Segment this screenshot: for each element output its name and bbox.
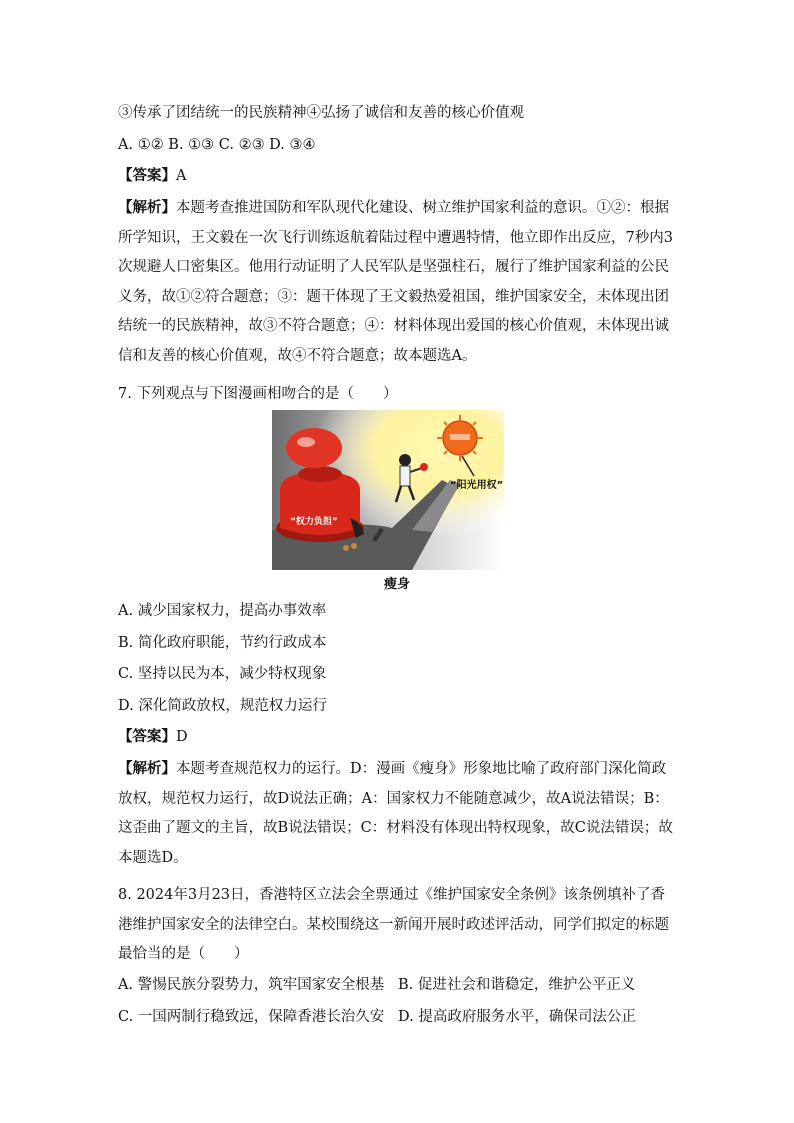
- q8-option-d: D. 提高政府服务水平，确保司法公正: [398, 1009, 636, 1025]
- coin-2: [343, 545, 349, 551]
- prev-answer-line: [118, 166, 186, 186]
- stamp-neck: [298, 466, 342, 482]
- stamp-handle: [286, 428, 342, 468]
- q7-option-b: B. 简化政府职能，节约行政成本: [118, 635, 327, 651]
- answer-value: A: [176, 168, 187, 184]
- answer-value: D: [176, 729, 188, 745]
- analysis-tag: 【解析】: [118, 760, 176, 777]
- q8-options-row-1: [118, 975, 636, 995]
- q7-option-d: D. 深化简政放权，规范权力运行: [118, 698, 327, 714]
- cartoon-caption: 瘦身: [383, 577, 410, 592]
- q8-option-b: B. 促进社会和谐稳定，维护公平正义: [398, 977, 636, 993]
- q8-options-row-2: [118, 1007, 636, 1027]
- answer-tag: 【答案】: [118, 728, 176, 745]
- prev-analysis: [118, 193, 678, 371]
- prev-options-line: A. ①② B. ①③ C. ②③ D. ③④: [118, 137, 316, 153]
- q7-option-a: A. 减少国家权力，提高办事效率: [118, 603, 327, 619]
- q7-option-c: C. 坚持以民为本，减少特权现象: [118, 666, 327, 682]
- coin-1: [351, 543, 357, 549]
- analysis-tag: 【解析】: [118, 199, 176, 216]
- statements-line: ③传承了团结统一的民族精神④弘扬了诚信和友善的核心价值观: [118, 105, 524, 121]
- q7-stem: 7. 下列观点与下图漫画相吻合的是（ ）: [118, 386, 398, 402]
- sun-label: “阳光用权”: [450, 480, 504, 491]
- q8-stem: 8. 2024年3月23日，香港特区立法会全票通过《维护国家安全条例》该条例填补了香港维护国家安全的法律空白。某校围绕这一新闻开展时政述评活动，同学们拟定的标题最恰当的是（ ）: [118, 887, 669, 962]
- q7-answer-line: [118, 727, 188, 747]
- q8-option-c: C. 一国两制行稳致远，保障香港长治久安: [118, 1009, 385, 1025]
- analysis-text: 本题考查规范权力的运行。D：漫画《瘦身》形象地比喻了政府部门深化简政放权，规范权力运行，故D说法正确；A：国家权力不能随意减少，故A说法错误；B：这歪曲了题文的主旨，故B说法错误；C：材料没有体现出特权现象，故C说法错误；故本题选D。: [118, 761, 673, 866]
- q8-option-a: A. 警惕民族分裂势力，筑牢国家安全根基: [118, 977, 385, 993]
- answer-tag: 【答案】: [118, 167, 176, 184]
- analysis-text: 本题考查推进国防和军队现代化建设、树立维护国家利益的意识。①②：根据所学知识，王文毅在一次飞行训练返航着陆过程中遭遇特情，他立即作出反应，7秒内3次规避人口密集区。他用行动证明了人民军队是坚强柱石，履行了维护国家利益的公民义务，故①②符合题意；③：题干体现了王文毅热爱祖国，维护国家安全，未体现出团结统一的民族精神，故③不符合题意；④：材料体现出爱国的核心价值观，未体现出诚信和友善的核心价值观，故④不符合题意；故本题选A。: [118, 200, 673, 364]
- stamp-label: “权力负担”: [290, 517, 338, 527]
- q7-analysis: [118, 754, 678, 873]
- cartoon-image: [272, 410, 504, 570]
- stamp-highlight: [297, 437, 315, 447]
